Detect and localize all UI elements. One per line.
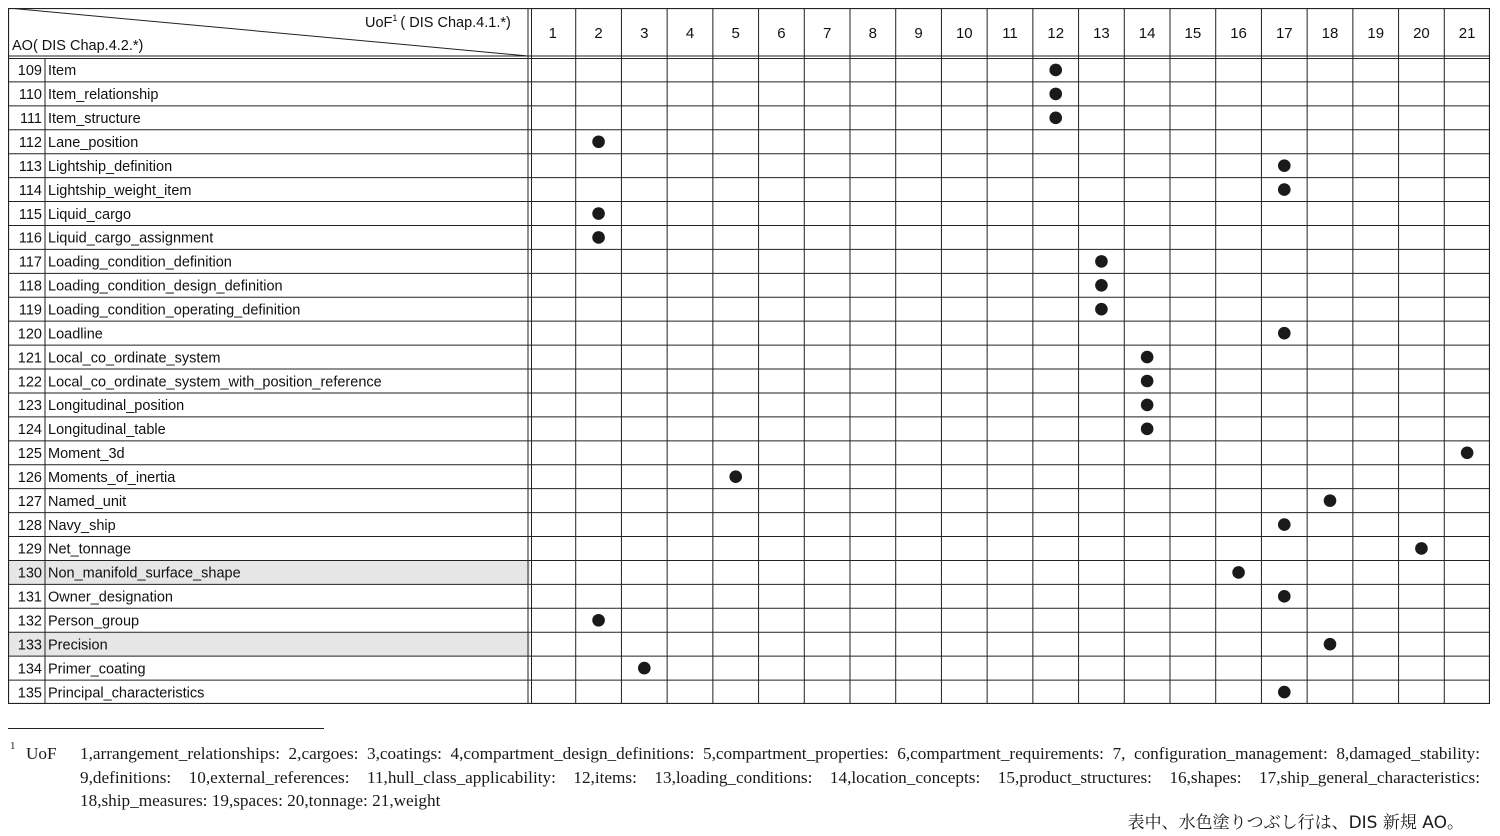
ao-number: 122 bbox=[17, 374, 42, 391]
uof-column-header: 2 bbox=[594, 25, 603, 42]
uof-mark-dot bbox=[1278, 518, 1291, 531]
ao-rows bbox=[18, 63, 382, 701]
uof-mark-dot bbox=[592, 614, 605, 627]
ao-name: Navy_ship bbox=[48, 517, 116, 534]
ao-name: Liquid_cargo bbox=[48, 206, 132, 223]
ao-number: 120 bbox=[17, 326, 42, 343]
ao-number: 135 bbox=[17, 685, 42, 702]
ao-name: Named_unit bbox=[48, 493, 127, 510]
ao-number: 125 bbox=[17, 446, 42, 463]
uof-mark-dot bbox=[592, 135, 605, 148]
uof-column-headers bbox=[549, 25, 1476, 42]
ao-name: Loading_condition_operating_definition bbox=[48, 302, 301, 319]
table-grid bbox=[8, 8, 1490, 704]
uof-mark-dot bbox=[1049, 112, 1062, 125]
uof-mark-dot bbox=[1141, 351, 1154, 364]
uof-column-header: 13 bbox=[1093, 25, 1110, 42]
ao-name: Local_co_ordinate_system_with_position_reference bbox=[48, 374, 382, 391]
footnote-label: UoF bbox=[26, 744, 57, 763]
ao-name: Item_relationship bbox=[48, 87, 159, 104]
ao-name: Liquid_cargo_assignment bbox=[48, 230, 214, 247]
uof-mark-dot bbox=[1049, 64, 1062, 77]
ao-number: 113 bbox=[18, 158, 42, 175]
ao-number: 119 bbox=[18, 302, 42, 319]
ao-number: 134 bbox=[17, 661, 42, 678]
ao-name: Lane_position bbox=[48, 135, 139, 152]
table-border bbox=[9, 9, 1490, 704]
uof-column-header: 7 bbox=[822, 25, 832, 42]
uof-mark-dot bbox=[1141, 423, 1154, 436]
uof-mark-dot bbox=[1324, 494, 1337, 507]
ao-name: Moments_of_inertia bbox=[48, 469, 176, 486]
uof-mark-dot bbox=[1324, 638, 1337, 651]
ao-number: 112 bbox=[18, 135, 42, 152]
ao-name: Lightship_definition bbox=[48, 158, 173, 175]
uof-column-header: 12 bbox=[1047, 25, 1065, 42]
uof-column-header: 4 bbox=[685, 25, 695, 42]
ao-number: 133 bbox=[17, 637, 42, 654]
ao-number: 114 bbox=[18, 182, 42, 199]
ao-name: Local_co_ordinate_system bbox=[48, 350, 221, 367]
uof-mark-dot bbox=[1141, 375, 1154, 388]
ao-name: Loading_condition_design_definition bbox=[48, 278, 283, 295]
uof-column-header: 6 bbox=[777, 25, 786, 42]
uof-column-header: 19 bbox=[1367, 25, 1385, 42]
uof-column-header: 1 bbox=[548, 25, 558, 42]
ao-name: Person_group bbox=[48, 613, 140, 630]
uof-mark-dot bbox=[729, 470, 742, 483]
ao-number: 111 bbox=[19, 111, 42, 128]
uof-mark-dot bbox=[1095, 255, 1108, 268]
uof-header-label: UoF$^1$ ( DIS Chap.4.1.*) bbox=[365, 13, 511, 31]
uof-mark-dot bbox=[1278, 327, 1291, 340]
ao-name: Loading_condition_definition bbox=[48, 254, 232, 271]
uof-mark-dot bbox=[1049, 88, 1062, 101]
uof-column-header: 10 bbox=[955, 25, 973, 42]
footnote-rule bbox=[8, 728, 324, 729]
ao-number: 117 bbox=[18, 254, 42, 271]
uof-column-header: 9 bbox=[914, 25, 923, 42]
ao-number: 118 bbox=[18, 278, 42, 295]
uof-column-header: 20 bbox=[1413, 25, 1430, 42]
uof-mark-dot bbox=[1141, 399, 1154, 412]
ao-name: Moment_3d bbox=[48, 446, 125, 463]
footnote-marker: 1 bbox=[10, 740, 16, 752]
ao-name: Owner_designation bbox=[48, 589, 173, 606]
uof-mark-dot bbox=[1278, 159, 1291, 172]
uof-column-header: 3 bbox=[640, 25, 649, 42]
uof-column-header: 8 bbox=[868, 25, 878, 42]
ao-header-label: AO( DIS Chap.4.2.*) bbox=[12, 38, 144, 54]
ao-number: 127 bbox=[17, 493, 42, 510]
ao-number: 110 bbox=[18, 87, 42, 104]
ao-name: Loadline bbox=[48, 326, 103, 343]
uof-column-header: 15 bbox=[1184, 25, 1202, 42]
ao-name: Item bbox=[48, 63, 77, 80]
ao-number: 128 bbox=[17, 517, 42, 534]
ao-number: 124 bbox=[17, 422, 42, 439]
uof-column-header: 16 bbox=[1230, 25, 1247, 42]
ao-number: 115 bbox=[18, 206, 42, 223]
ao-name: Primer_coating bbox=[48, 661, 146, 678]
uof-header-ref: ( DIS Chap.4.1.*) bbox=[400, 15, 511, 31]
shading-note: 表中、水色塗りつぶし行は、DIS 新規 AO。 bbox=[1127, 813, 1464, 833]
ao-name: Precision bbox=[48, 637, 108, 654]
ao-name: Longitudinal_position bbox=[48, 398, 185, 415]
uof-column-header: 17 bbox=[1275, 25, 1293, 42]
ao-number: 123 bbox=[17, 398, 42, 415]
uof-mark-dot bbox=[638, 662, 651, 675]
uof-mark-dot bbox=[1278, 183, 1291, 196]
uof-mark-dot bbox=[1278, 686, 1291, 699]
uof-mark-dot bbox=[1278, 590, 1291, 603]
ao-number: 132 bbox=[17, 613, 42, 630]
ao-name: Principal_characteristics bbox=[48, 685, 205, 702]
uof-mark-dot bbox=[1232, 566, 1245, 579]
uof-mark-dot bbox=[1095, 279, 1108, 292]
uof-mark-dot bbox=[1461, 446, 1474, 459]
ao-uof-matrix bbox=[8, 8, 1490, 704]
ao-name: Item_structure bbox=[48, 111, 141, 128]
uof-mark-dot bbox=[1415, 542, 1428, 555]
uof-column-header: 11 bbox=[1002, 25, 1018, 42]
footnote bbox=[10, 742, 1480, 813]
ao-number: 131 bbox=[17, 589, 42, 606]
footnote-text: 1,arrangement_relationships: 2,cargoes: 3,coatings: 4,compartment_design_definitions: 5,compartment_properties: 6,compartment_requirements: 7, configuration_management: 8,damaged_stability: 9,definitions: 10,external_references: 11,hull_class_applicability: 12,items: 13,loading_conditions: 14,location_concepts: 15,product_structures: 16,shapes: 17,ship_general_characteristics: 18,ship_measures: 19,spaces: 20,tonnage: 21,weight bbox=[80, 744, 1480, 810]
uof-column-header: 5 bbox=[731, 25, 740, 42]
ao-name: Longitudinal_table bbox=[48, 422, 166, 439]
ao-number: 126 bbox=[17, 469, 42, 486]
ao-number: 129 bbox=[17, 541, 42, 558]
uof-column-header: 21 bbox=[1458, 25, 1476, 42]
ao-number: 116 bbox=[18, 230, 42, 247]
uof-mark-dot bbox=[1095, 303, 1108, 316]
uof-column-header: 14 bbox=[1138, 25, 1156, 42]
ao-name: Non_manifold_surface_shape bbox=[48, 565, 241, 582]
ao-name: Lightship_weight_item bbox=[48, 182, 192, 199]
ao-number: 130 bbox=[17, 565, 42, 582]
ao-name: Net_tonnage bbox=[48, 541, 132, 558]
uof-column-header: 18 bbox=[1321, 25, 1339, 42]
ao-number: 121 bbox=[17, 350, 42, 367]
uof-mark-dot bbox=[592, 207, 605, 220]
ao-number: 109 bbox=[17, 63, 42, 80]
uof-mark-dot bbox=[592, 231, 605, 244]
